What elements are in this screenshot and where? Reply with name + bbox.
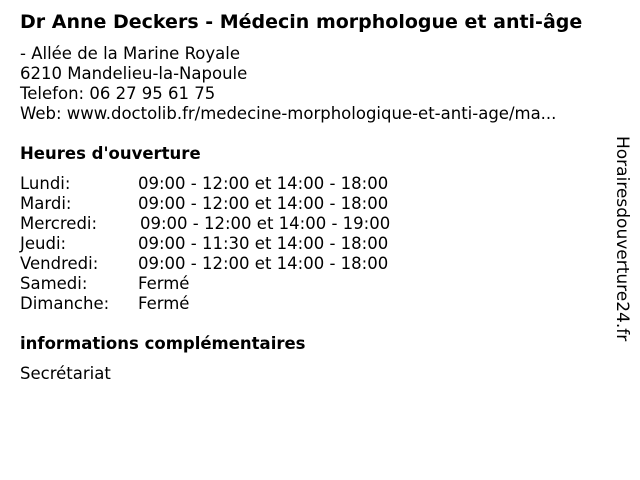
hours-value: 09:00 - 12:00 et 14:00 - 18:00	[138, 194, 389, 213]
day-label: Vendredi:	[20, 254, 99, 273]
address-block	[20, 44, 556, 124]
day-label: Mardi:	[20, 194, 72, 213]
phone-number: Telefon: 06 27 95 61 75	[20, 84, 216, 103]
hours-value: 09:00 - 12:00 et 14:00 - 18:00	[138, 254, 389, 273]
street-address: - Allée de la Marine Royale	[20, 44, 241, 63]
additional-info-text: Secrétariat	[20, 364, 111, 383]
day-label: Samedi:	[20, 274, 88, 293]
hours-value: 09:00 - 12:00 et 14:00 - 19:00	[140, 214, 391, 233]
day-label: Jeudi:	[20, 234, 67, 253]
opening-hours-heading: Heures d'ouverture	[20, 144, 201, 163]
day-label: Lundi:	[20, 174, 71, 193]
website-link: Web: www.doctolib.fr/medecine-morphologique-et-anti-age/ma...	[20, 104, 557, 123]
site-watermark: Horairesdouverture24.fr	[612, 136, 632, 342]
additional-info-heading: informations complémentaires	[20, 334, 306, 353]
hours-value: 09:00 - 11:30 et 14:00 - 18:00	[138, 234, 389, 253]
city-address: 6210 Mandelieu-la-Napoule	[20, 64, 248, 83]
day-label: Mercredi:	[20, 214, 98, 233]
hours-value: Fermé	[138, 274, 190, 293]
page-title: Dr Anne Deckers - Médecin morphologue et anti-âge	[20, 11, 583, 33]
hours-value: Fermé	[138, 294, 190, 313]
hours-value: 09:00 - 12:00 et 14:00 - 18:00	[138, 174, 389, 193]
day-label: Dimanche:	[20, 294, 110, 313]
